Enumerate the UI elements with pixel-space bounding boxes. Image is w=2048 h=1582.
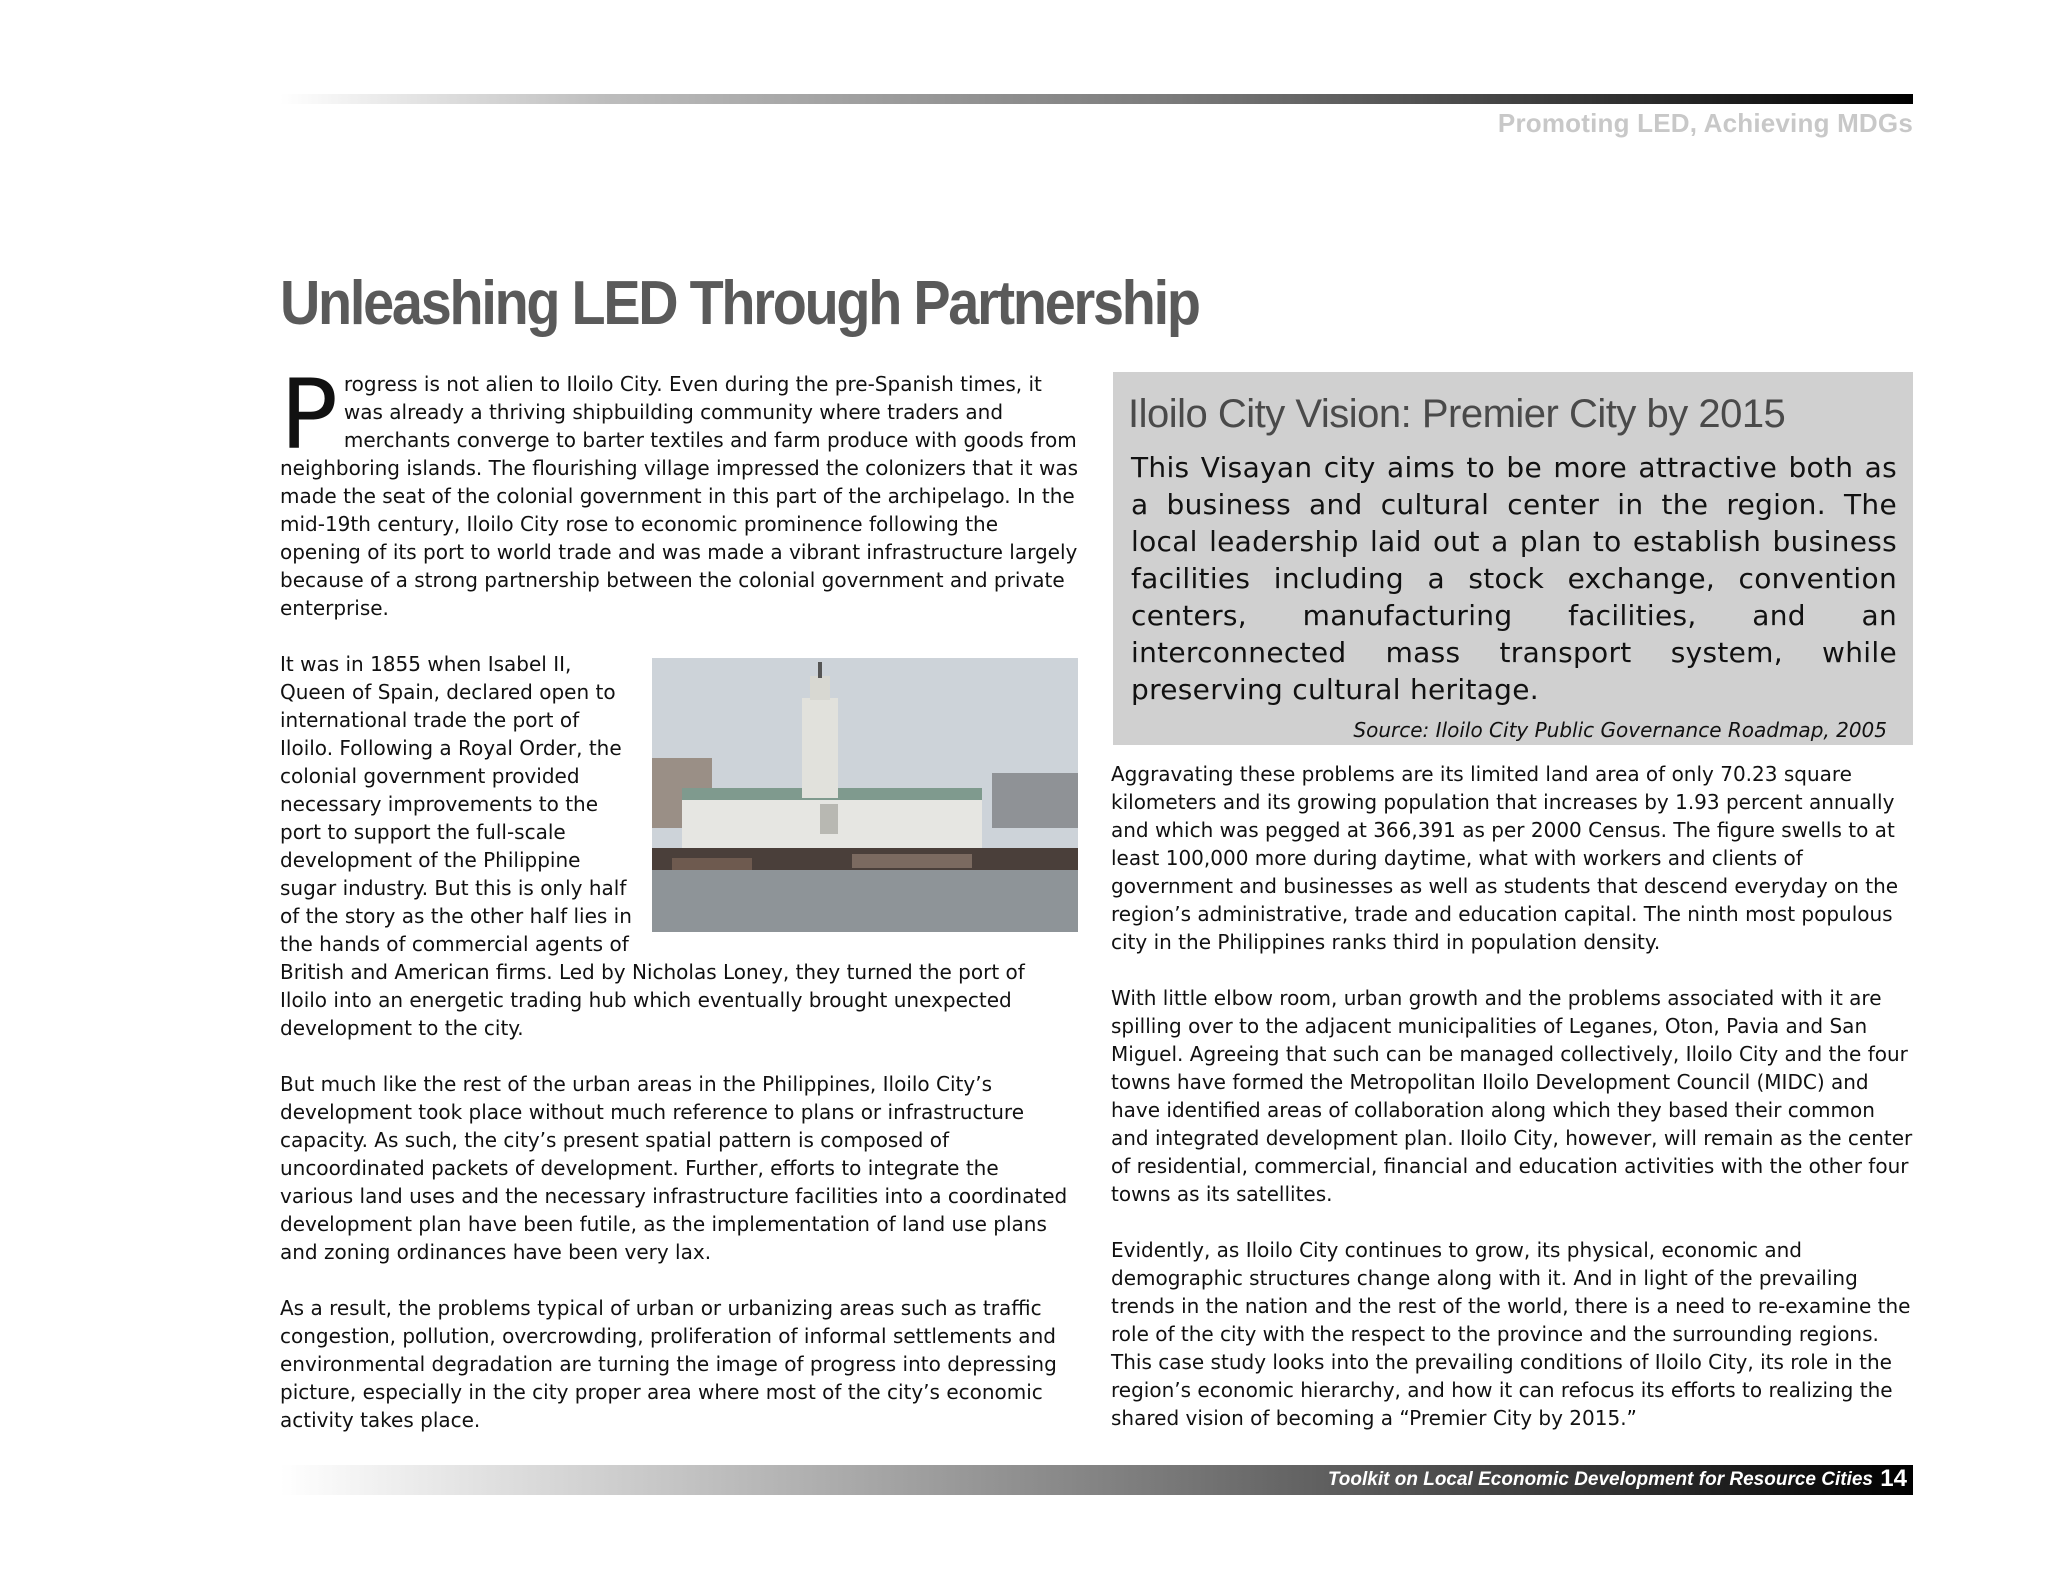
vision-sidebar-box [1113,372,1913,745]
port-history-paragraph [280,650,1078,1042]
right-column [1111,760,1913,1460]
vision-source: Source: Iloilo City Public Governance Roadmap, 2005 [1353,718,1887,742]
article-title: Unleashing LED Through Partnership [280,269,1199,338]
drop-cap: P [280,359,338,471]
footer-bar [280,1465,1913,1495]
running-head: Promoting LED, Achieving MDGs [1497,108,1913,138]
intro-text: rogress is not alien to Iloilo City. Even during the pre-Spanish times, it was already a thriving shipbuilding community where traders and merchants converge to barter textiles and farm produce with goods from neighboring islands. The flourishing village impressed the colonizers that it was made the seat of the colonial government in this part of the archipelago. In the mid-19th century, Iloilo City rose to economic prominence following the opening of its port to world trade and was made a vibrant infrastructure largely because of a strong partnership between the colonial government and private enterprise. [280,372,1079,620]
page-number: 14 [1880,1465,1907,1492]
vision-body: This Visayan city aims to be more attractive both as a business and cultural center in the region. The local leadership laid out a plan to establish business facilities including a stock exchange, convention centers, manufacturing facilities, and an interconnected mass transport system, while preserving cultural heritage. [1131,451,1897,706]
land-area-paragraph: Aggravating these problems are its limited land area of only 70.23 square kilometers and its growing population that increases by 1.93 percent annually and which was pegged at 366,391 as per 2000 Census. The figure swells to at least 100,000 more during daytime, what with workers and clients of government and businesses as well as students that descend everyday on the region’s administrative, trade and education capital. The ninth most populous city in the Philippines ranks third in population density. [1111,762,1899,954]
problems-paragraph: As a result, the problems typical of urban or urbanizing areas such as traffic congestion, pollution, overcrowding, proliferation of informal settlements and environmental degradation are turning the image of progress into depressing picture, especially in the city proper area where most of the city’s economic activity takes place. [280,1296,1057,1432]
vision-title: Iloilo City Vision: Premier City by 2015 [1128,392,1786,436]
left-column [280,359,1079,1462]
top-rule [280,94,1913,104]
port-building-illustration [652,658,1078,932]
footer-title: Toolkit on Local Economic Development for Resource Cities [1327,1469,1873,1490]
port-building-photo [652,658,1078,932]
case-study-paragraph: Evidently, as Iloilo City continues to grow, its physical, economic and demographic structures change along with it. And in light of the prevailing trends in the nation and the rest of the world, there is a need to re-examine the role of the city with the respect to the province and the surrounding regions. This case study looks into the prevailing conditions of Iloilo City, its role in the region’s economic hierarchy, and how it can refocus its efforts to realizing the shared vision of becoming a “Premier City by 2015.” [1111,1238,1911,1430]
intro-paragraph [280,359,1079,622]
metro-council-paragraph: With little elbow room, urban growth and the problems associated with it are spilling over to the adjacent municipalities of Leganes, Oton, Pavia and San Miguel. Agreeing that such can be managed collectively, Iloilo City and the four towns have formed the Metropolitan Iloilo Development Council (MIDC) and have identified areas of collaboration along which they based their common and integrated development plan. Iloilo City, however, will remain as the center of residential, commercial, financial and education activities with the other four towns as its satellites. [1111,986,1913,1206]
port-history-text: It was in 1855 when Isabel II, Queen of Spain, declared open to international trade the port of Iloilo. Following a Royal Order, the colonial government provided necessary improvements to the port to support the full-scale development of the Philippine sugar industry. But this is only half of the story as the other half lies in the hands of commercial agents of British and American firms. Led by Nicholas Loney, they turned the port of Iloilo into an energetic trading hub which eventually brought unexpected development to the city. [280,652,1025,1040]
development-paragraph: But much like the rest of the urban areas in the Philippines, Iloilo City’s development took place without much reference to plans or infrastructure capacity. As such, the city’s present spatial pattern is composed of uncoordinated packets of development. Further, efforts to integrate the various land uses and the necessary infrastructure facilities into a coordinated development plan have been futile, as the implementation of land use plans and zoning ordinances have been very lax. [280,1072,1068,1264]
